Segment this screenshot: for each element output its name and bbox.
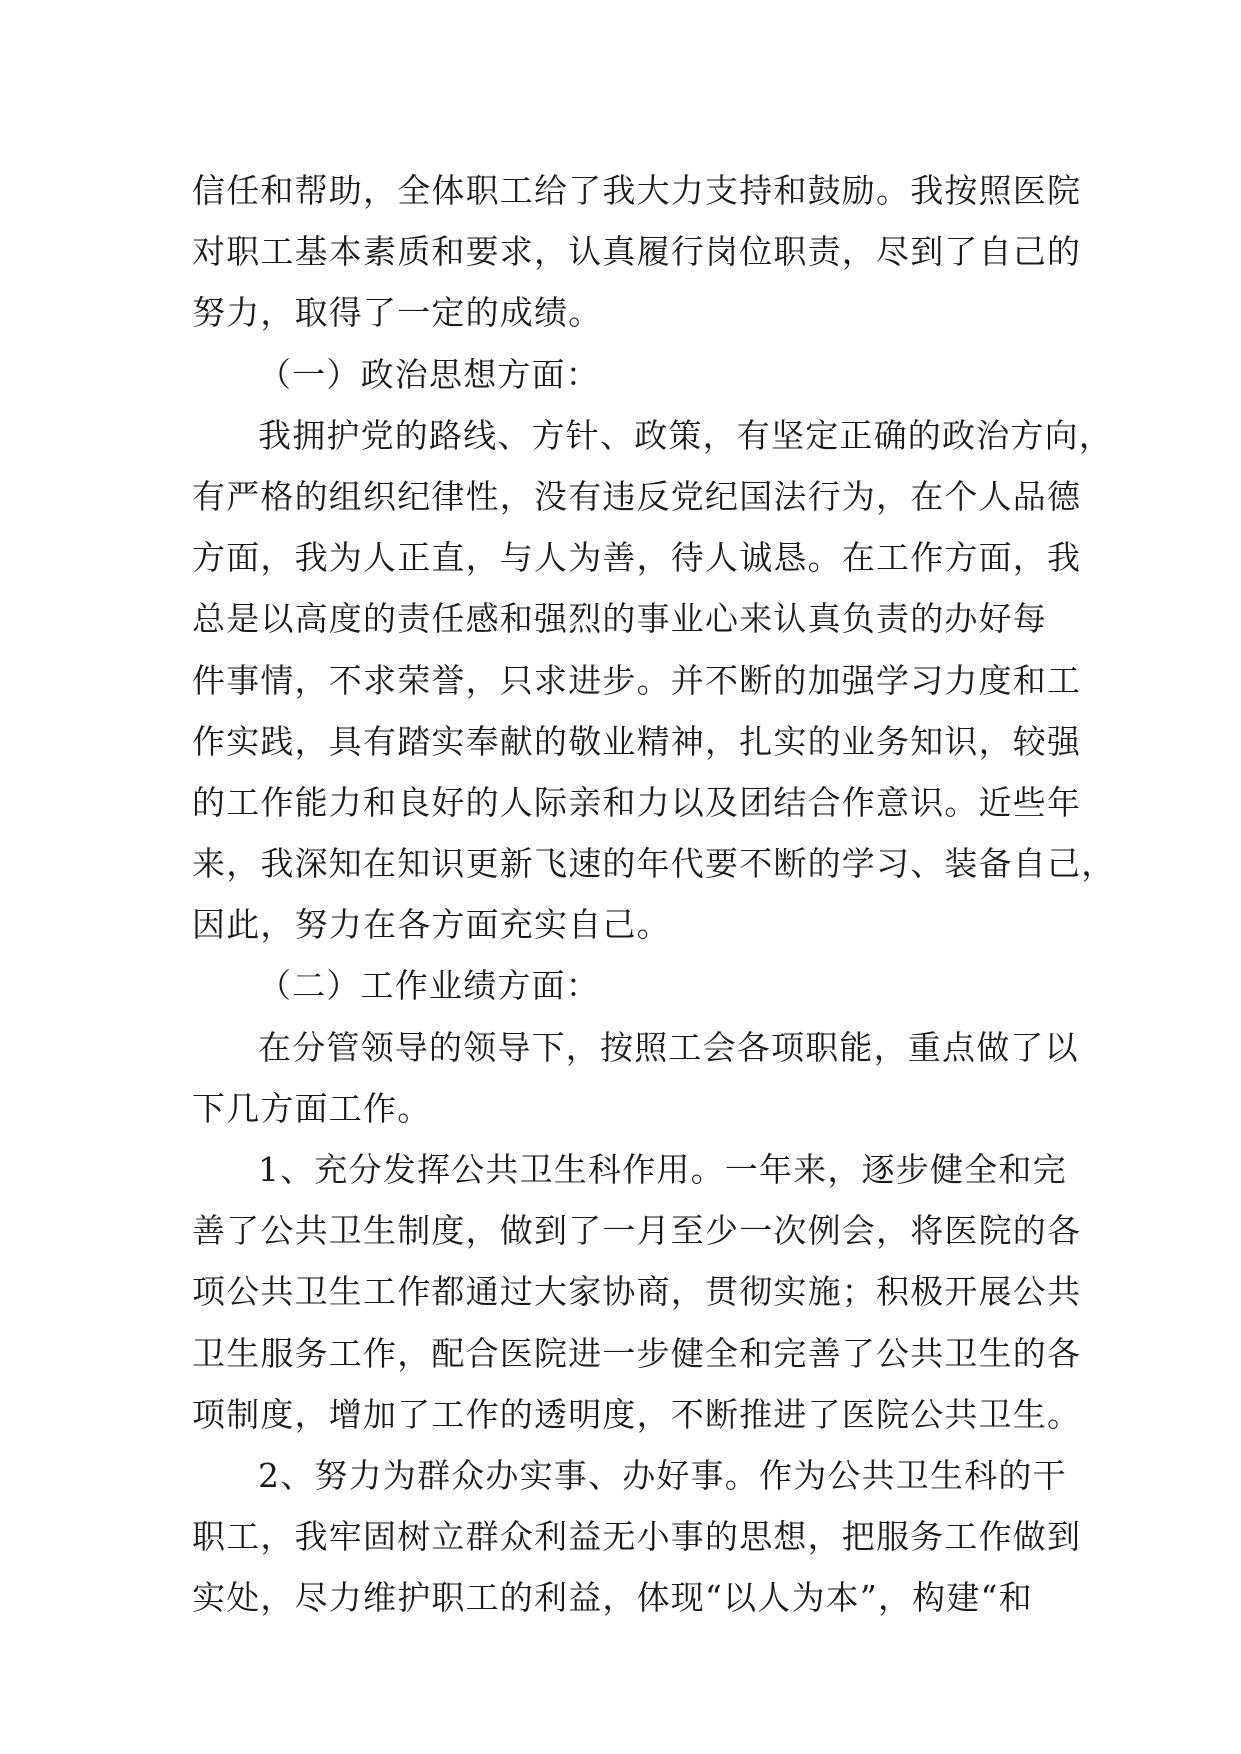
text-line: 努力，取得了一定的成绩。 [192, 293, 603, 333]
text-line: 善了公共卫生制度，做到了一月至少一次例会，将医院的各 [192, 1211, 1082, 1251]
section-heading: （一）政治思想方面： [258, 354, 600, 394]
text-line: 件事情，不求荣誉，只求进步。并不断的加强学习力度和工 [192, 660, 1082, 700]
body-text [192, 160, 1116, 1629]
text-line: 下几方面工作。 [192, 1088, 432, 1128]
text-line: 方面，我为人正直，与人为善，待人诚恳。在工作方面，我 [192, 538, 1082, 578]
text-line: 项制度，增加了工作的透明度，不断推进了医院公共卫生。 [192, 1394, 1082, 1434]
paragraph-first-line: 我拥护党的路线、方针、政策，有坚定正确的政治方向， [258, 415, 1113, 455]
paragraph-first-line: 1、充分发挥公共卫生科作用。一年来，逐步健全和完 [258, 1150, 1067, 1189]
text-line: 项公共卫生工作都通过大家协商，贯彻实施；积极开展公共 [192, 1272, 1082, 1312]
text-line: 来，我深知在知识更新飞速的年代要不断的学习、装备自己， [192, 844, 1116, 884]
paragraph-first-line: 在分管领导的领导下，按照工会各项职能，重点做了以 [258, 1027, 1079, 1067]
text-line: 有严格的组织纪律性，没有违反党纪国法行为，在个人品德 [192, 476, 1082, 516]
text-line: 信任和帮助，全体职工给了我大力支持和鼓励。我按照医院 [192, 171, 1082, 210]
text-line: 卫生服务工作，配合医院进一步健全和完善了公共卫生的各 [192, 1333, 1082, 1373]
paragraph-first-line: 2、努力为群众办实事、办好事。作为公共卫生科的干 [258, 1455, 1067, 1495]
section-heading: （二）工作业绩方面： [258, 966, 600, 1006]
text-line: 实处，尽力维护职工的利益，体现“以人为本”，构建“和 [192, 1578, 1033, 1618]
text-line: 对职工基本素质和要求，认真履行岗位职责，尽到了自己的 [192, 232, 1082, 272]
text-line: 的工作能力和良好的人际亲和力以及团结合作意识。近些年 [192, 782, 1082, 822]
text-line: 职工，我牢固树立群众利益无小事的思想，把服务工作做到 [192, 1517, 1082, 1557]
text-line: 总是以高度的责任感和强烈的事业心来认真负责的办好每 [192, 599, 1047, 639]
text-line: 因此，努力在各方面充实自己。 [192, 905, 671, 945]
text-line: 作实践，具有踏实奉献的敬业精神，扎实的业务知识，较强 [192, 721, 1082, 761]
